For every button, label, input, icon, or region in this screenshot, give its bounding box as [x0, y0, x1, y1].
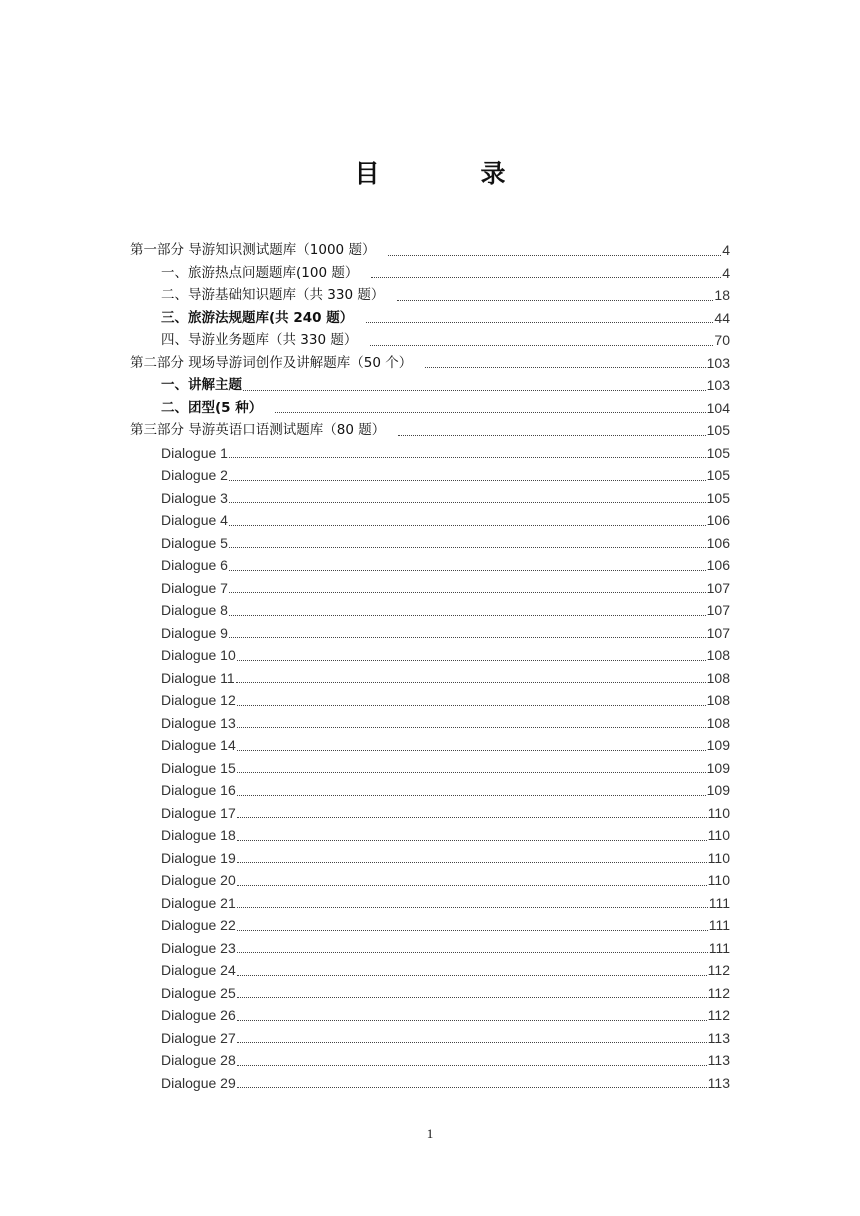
toc-dot-leader	[237, 704, 706, 706]
toc-dot-leader	[237, 996, 707, 998]
toc-entry-label: Dialogue 13	[161, 714, 236, 731]
toc-dot-leader	[229, 501, 706, 503]
toc-entry[interactable]	[130, 599, 730, 622]
toc-entry-label: Dialogue 16	[161, 782, 236, 798]
toc-entry-page: 113	[707, 1074, 730, 1091]
toc-dot-leader	[237, 974, 707, 976]
page-number: 1	[426, 1126, 434, 1141]
toc-entry-page: 4	[722, 264, 730, 281]
toc-entry-page: 109	[706, 759, 730, 776]
toc-entry[interactable]	[130, 509, 730, 532]
toc-entry-label: 二、团型(5 种）	[161, 399, 263, 416]
toc-entry-label: Dialogue 1	[161, 444, 228, 461]
toc-dot-leader	[229, 456, 706, 458]
table-of-contents	[130, 239, 730, 1094]
toc-entry[interactable]	[130, 374, 730, 397]
toc-entry-page: 105	[706, 489, 730, 506]
toc-dot-leader	[243, 389, 706, 391]
toc-entry-label: Dialogue 21	[161, 894, 236, 911]
toc-entry-page: 105	[706, 422, 730, 438]
toc-entry-page: 108	[706, 647, 730, 663]
toc-entry-label: Dialogue 15	[161, 759, 236, 776]
toc-entry[interactable]	[130, 824, 730, 847]
toc-dot-leader	[237, 951, 708, 953]
toc-entry-label: Dialogue 28	[161, 1052, 236, 1068]
toc-dot-leader	[237, 1019, 707, 1021]
toc-entry-page: 109	[706, 737, 730, 753]
toc-entry[interactable]	[130, 284, 730, 307]
toc-entry[interactable]	[130, 667, 730, 690]
toc-entry[interactable]	[130, 622, 730, 645]
toc-entry-page: 106	[706, 557, 730, 573]
toc-entry-page: 112	[707, 1007, 730, 1023]
toc-entry-page: 103	[706, 377, 730, 393]
toc-entry-page: 105	[706, 444, 730, 461]
toc-entry-page: 103	[706, 354, 730, 371]
toc-entry-label: Dialogue 26	[161, 1007, 236, 1023]
toc-entry-page: 107	[706, 602, 730, 618]
toc-entry-page: 108	[706, 692, 730, 708]
toc-entry-page: 113	[707, 1052, 730, 1068]
toc-entry-page: 110	[707, 804, 730, 821]
toc-entry-label: Dialogue 7	[161, 579, 228, 596]
toc-dot-leader	[237, 839, 707, 841]
toc-dot-leader	[229, 479, 706, 481]
toc-entry-label: Dialogue 22	[161, 917, 236, 933]
toc-entry[interactable]	[130, 1027, 730, 1050]
toc-entry-label: Dialogue 10	[161, 647, 236, 663]
toc-entry[interactable]	[130, 757, 730, 780]
toc-entry-page: 44	[714, 309, 730, 326]
toc-entry-page: 111	[708, 894, 730, 911]
toc-entry-label: 四、导游业务题库（共 330 题）	[161, 332, 358, 348]
toc-entry-label: Dialogue 8	[161, 602, 228, 618]
toc-dot-leader	[388, 254, 721, 256]
toc-entry-page: 108	[706, 714, 730, 731]
toc-entry[interactable]	[130, 644, 730, 667]
toc-entry[interactable]	[130, 262, 730, 285]
toc-entry-label: 第一部分 导游知识测试题库（1000 题）	[130, 242, 376, 258]
toc-entry[interactable]	[130, 1004, 730, 1027]
toc-entry-label: Dialogue 19	[161, 849, 236, 866]
toc-entry-label: Dialogue 17	[161, 804, 236, 821]
toc-dot-leader	[237, 749, 706, 751]
toc-dot-leader	[425, 366, 705, 368]
toc-entry[interactable]	[130, 239, 730, 262]
toc-dot-leader	[237, 906, 708, 908]
toc-dot-leader	[237, 794, 706, 796]
toc-entry-page: 110	[707, 827, 730, 843]
toc-entry-label: Dialogue 14	[161, 737, 236, 753]
toc-entry-label: Dialogue 23	[161, 939, 236, 956]
toc-entry-label: 第三部分 导游英语口语测试题库（80 题）	[130, 422, 386, 438]
toc-dot-leader	[237, 1086, 707, 1088]
toc-entry-label: Dialogue 6	[161, 557, 228, 573]
toc-entry-label: Dialogue 4	[161, 512, 228, 528]
toc-entry-label: Dialogue 27	[161, 1029, 236, 1046]
toc-dot-leader	[237, 771, 706, 773]
toc-entry-label: Dialogue 24	[161, 962, 236, 978]
toc-entry[interactable]	[130, 577, 730, 600]
toc-entry-page: 108	[706, 669, 730, 686]
toc-dot-leader	[236, 681, 706, 683]
toc-entry-label: 第二部分 现场导游词创作及讲解题库（50 个）	[130, 354, 413, 371]
toc-entry-label: Dialogue 25	[161, 984, 236, 1001]
toc-entry[interactable]	[130, 712, 730, 735]
toc-dot-leader	[237, 929, 708, 931]
toc-entry-page: 4	[722, 242, 730, 258]
toc-entry-page: 111	[708, 939, 730, 956]
toc-entry[interactable]	[130, 802, 730, 825]
toc-dot-leader	[370, 344, 713, 346]
toc-dot-leader	[229, 546, 706, 548]
toc-entry-page: 113	[707, 1029, 730, 1046]
toc-entry-label: Dialogue 29	[161, 1074, 236, 1091]
toc-entry-label: Dialogue 20	[161, 872, 236, 888]
toc-entry-page: 104	[706, 399, 730, 416]
toc-dot-leader	[229, 524, 706, 526]
toc-entry[interactable]	[130, 847, 730, 870]
toc-entry-page: 70	[714, 332, 730, 348]
toc-entry[interactable]	[130, 937, 730, 960]
toc-entry[interactable]	[130, 869, 730, 892]
toc-dot-leader	[229, 591, 706, 593]
toc-entry-label: 一、讲解主题	[161, 377, 242, 393]
toc-entry-page: 105	[706, 467, 730, 483]
toc-entry-page: 107	[706, 579, 730, 596]
toc-entry[interactable]	[130, 307, 730, 330]
toc-entry[interactable]	[130, 982, 730, 1005]
toc-dot-leader	[229, 614, 706, 616]
toc-entry-label: Dialogue 9	[161, 624, 228, 641]
toc-entry[interactable]	[130, 689, 730, 712]
toc-entry-page: 18	[714, 287, 730, 303]
toc-entry[interactable]	[130, 442, 730, 465]
toc-entry-label: Dialogue 18	[161, 827, 236, 843]
toc-entry-page: 106	[706, 534, 730, 551]
toc-entry-label: 三、旅游法规题库(共 240 题）	[161, 309, 354, 326]
toc-dot-leader	[237, 659, 706, 661]
toc-entry[interactable]	[130, 487, 730, 510]
toc-dot-leader	[275, 411, 705, 413]
toc-dot-leader	[398, 434, 705, 436]
toc-entry-page: 112	[707, 962, 730, 978]
toc-entry-label: Dialogue 11	[161, 669, 235, 686]
toc-entry[interactable]	[130, 779, 730, 802]
toc-entry[interactable]	[130, 464, 730, 487]
page-title: 目 录	[354, 159, 544, 188]
toc-entry[interactable]	[130, 734, 730, 757]
toc-entry-label: Dialogue 5	[161, 534, 228, 551]
toc-entry[interactable]	[130, 532, 730, 555]
toc-dot-leader	[237, 1064, 707, 1066]
toc-entry[interactable]	[130, 329, 730, 352]
toc-entry-page: 109	[706, 782, 730, 798]
toc-entry[interactable]	[130, 397, 730, 420]
toc-dot-leader	[397, 299, 713, 301]
toc-dot-leader	[237, 1041, 707, 1043]
toc-dot-leader	[229, 636, 706, 638]
toc-entry-label: 二、导游基础知识题库（共 330 题）	[161, 287, 385, 303]
toc-entry-page: 110	[707, 872, 730, 888]
toc-entry-label: Dialogue 12	[161, 692, 236, 708]
toc-entry[interactable]	[130, 1072, 730, 1095]
toc-entry-label: Dialogue 2	[161, 467, 228, 483]
toc-entry[interactable]	[130, 419, 730, 442]
toc-entry-page: 111	[708, 917, 730, 933]
toc-entry-page: 110	[707, 849, 730, 866]
toc-entry[interactable]	[130, 959, 730, 982]
toc-entry[interactable]	[130, 1049, 730, 1072]
toc-entry-page: 106	[706, 512, 730, 528]
toc-dot-leader	[371, 276, 721, 278]
toc-entry-label: Dialogue 3	[161, 489, 228, 506]
toc-entry-page: 107	[706, 624, 730, 641]
toc-entry-page: 112	[707, 984, 730, 1001]
toc-entry[interactable]	[130, 554, 730, 577]
toc-dot-leader	[229, 569, 706, 571]
toc-dot-leader	[237, 816, 707, 818]
toc-entry-label: 一、旅游热点问题题库(100 题）	[161, 264, 359, 281]
toc-dot-leader	[237, 884, 707, 886]
toc-dot-leader	[237, 726, 706, 728]
toc-entry[interactable]	[130, 914, 730, 937]
toc-entry[interactable]	[130, 352, 730, 375]
toc-dot-leader	[366, 321, 713, 323]
toc-entry[interactable]	[130, 892, 730, 915]
toc-dot-leader	[237, 861, 707, 863]
